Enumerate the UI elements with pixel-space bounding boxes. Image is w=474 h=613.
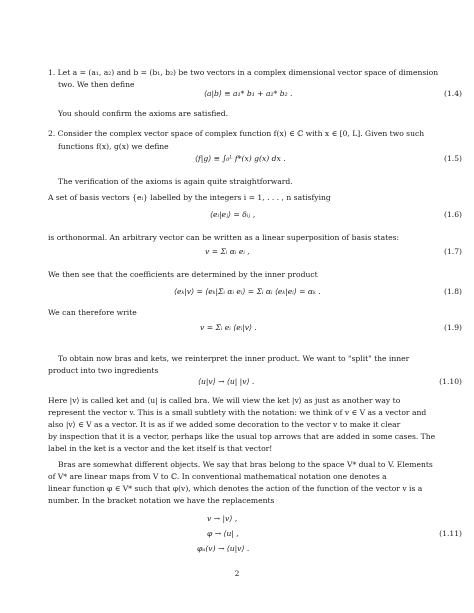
text-line-6: The verification of the axioms is again quite straightforward.	[58, 177, 293, 186]
equation-number-7: (1.10)	[439, 377, 462, 386]
text-line-4: 2. Consider the complex vector space of complex function f(x) ∈ ℂ with x ∈ [0, L]. Given two such	[48, 129, 425, 138]
equation-number-2: (1.5)	[443, 154, 462, 163]
equation-6: v = Σᵢ eᵢ ⟨eᵢ|v⟩ .	[200, 323, 257, 332]
text-line-10: We can therefore write	[48, 308, 137, 317]
page-number: 2	[234, 569, 240, 578]
text-line-17: label in the ket is a vector and the ket itself is that vector!	[48, 444, 273, 453]
equation-3: ⟨eᵢ|eⱼ⟩ = δᵢⱼ ,	[210, 210, 256, 219]
text-line-3: You should confirm the axioms are satisfied.	[58, 109, 229, 118]
equation-number-1: (1.4)	[443, 89, 462, 98]
equation-7: ⟨u|v⟩ → ⟨u| |v⟩ .	[198, 377, 255, 386]
equation-2: ⟨f|g⟩ ≡ ∫₀ᴸ f*(x) g(x) dx .	[195, 154, 286, 163]
equation-1: ⟨a|b⟩ ≡ a₁* b₁ + a₂* b₂ .	[204, 89, 293, 98]
equation-10: φᵤ(v) → ⟨u|v⟩ .	[197, 544, 250, 553]
equation-number-6: (1.9)	[443, 323, 462, 332]
equation-number-5: (1.8)	[443, 287, 462, 296]
text-line-16: by inspection that it is a vector, perhaps like the usual top arrows that are added in some cases. The	[48, 432, 436, 441]
equation-number-3: (1.6)	[443, 210, 462, 219]
text-line-21: number. In the bracket notation we have the replacements	[48, 496, 275, 505]
equation-9: φ → ⟨u| ,	[207, 529, 239, 538]
equation-4: v = Σᵢ αᵢ eᵢ ,	[205, 247, 250, 256]
text-line-7: A set of basis vectors {eᵢ} labelled by the integers i = 1, . . . , n satisfying	[48, 193, 331, 202]
text-line-8: is orthonormal. An arbitrary vector can be written as a linear superposition of basis states:	[48, 233, 400, 242]
text-line-1: 1. Let a = (a₁, a₂) and b = (b₁, b₂) be two vectors in a complex dimensional vector space of dimension	[48, 68, 439, 77]
text-line-2: two. We then define	[58, 80, 135, 89]
equation-number-4: (1.7)	[443, 247, 462, 256]
text-line-14: represent the vector v. This is a small subtlety with the notation: we think of v ∈ V as a vector and	[48, 408, 427, 417]
equation-5: ⟨eₖ|v⟩ = ⟨eₖ|Σᵢ αᵢ eᵢ⟩ = Σᵢ αᵢ ⟨eₖ|eᵢ⟩ = αₖ .	[174, 287, 321, 296]
text-line-11: To obtain now bras and kets, we reinterpret the inner product. We want to "split" the inner	[58, 354, 410, 363]
text-line-5: functions f(x), g(x) we define	[58, 142, 169, 151]
equation-number-9: (1.11)	[439, 529, 462, 538]
text-line-9: We then see that the coefficients are determined by the inner product	[48, 270, 318, 279]
text-line-19: of V* are linear maps from V to ℂ. In conventional mathematical notation one denotes a	[48, 472, 387, 481]
text-line-15: also |v⟩ ∈ V as a vector. It is as if we added some decoration to the vector v to make it clear	[48, 420, 401, 429]
equation-8: v → |v⟩ ,	[207, 514, 238, 523]
text-line-20: linear function φ ∈ V* such that φ(v), which denotes the action of the function of the vector v is a	[48, 484, 423, 493]
text-line-18: Bras are somewhat different objects. We say that bras belong to the space V* dual to V. Elements	[58, 460, 433, 469]
text-line-12: product into two ingredients	[48, 366, 159, 375]
text-line-13: Here |v⟩ is called ket and ⟨u| is called bra. We will view the ket |v⟩ as just as another way to	[48, 396, 401, 405]
